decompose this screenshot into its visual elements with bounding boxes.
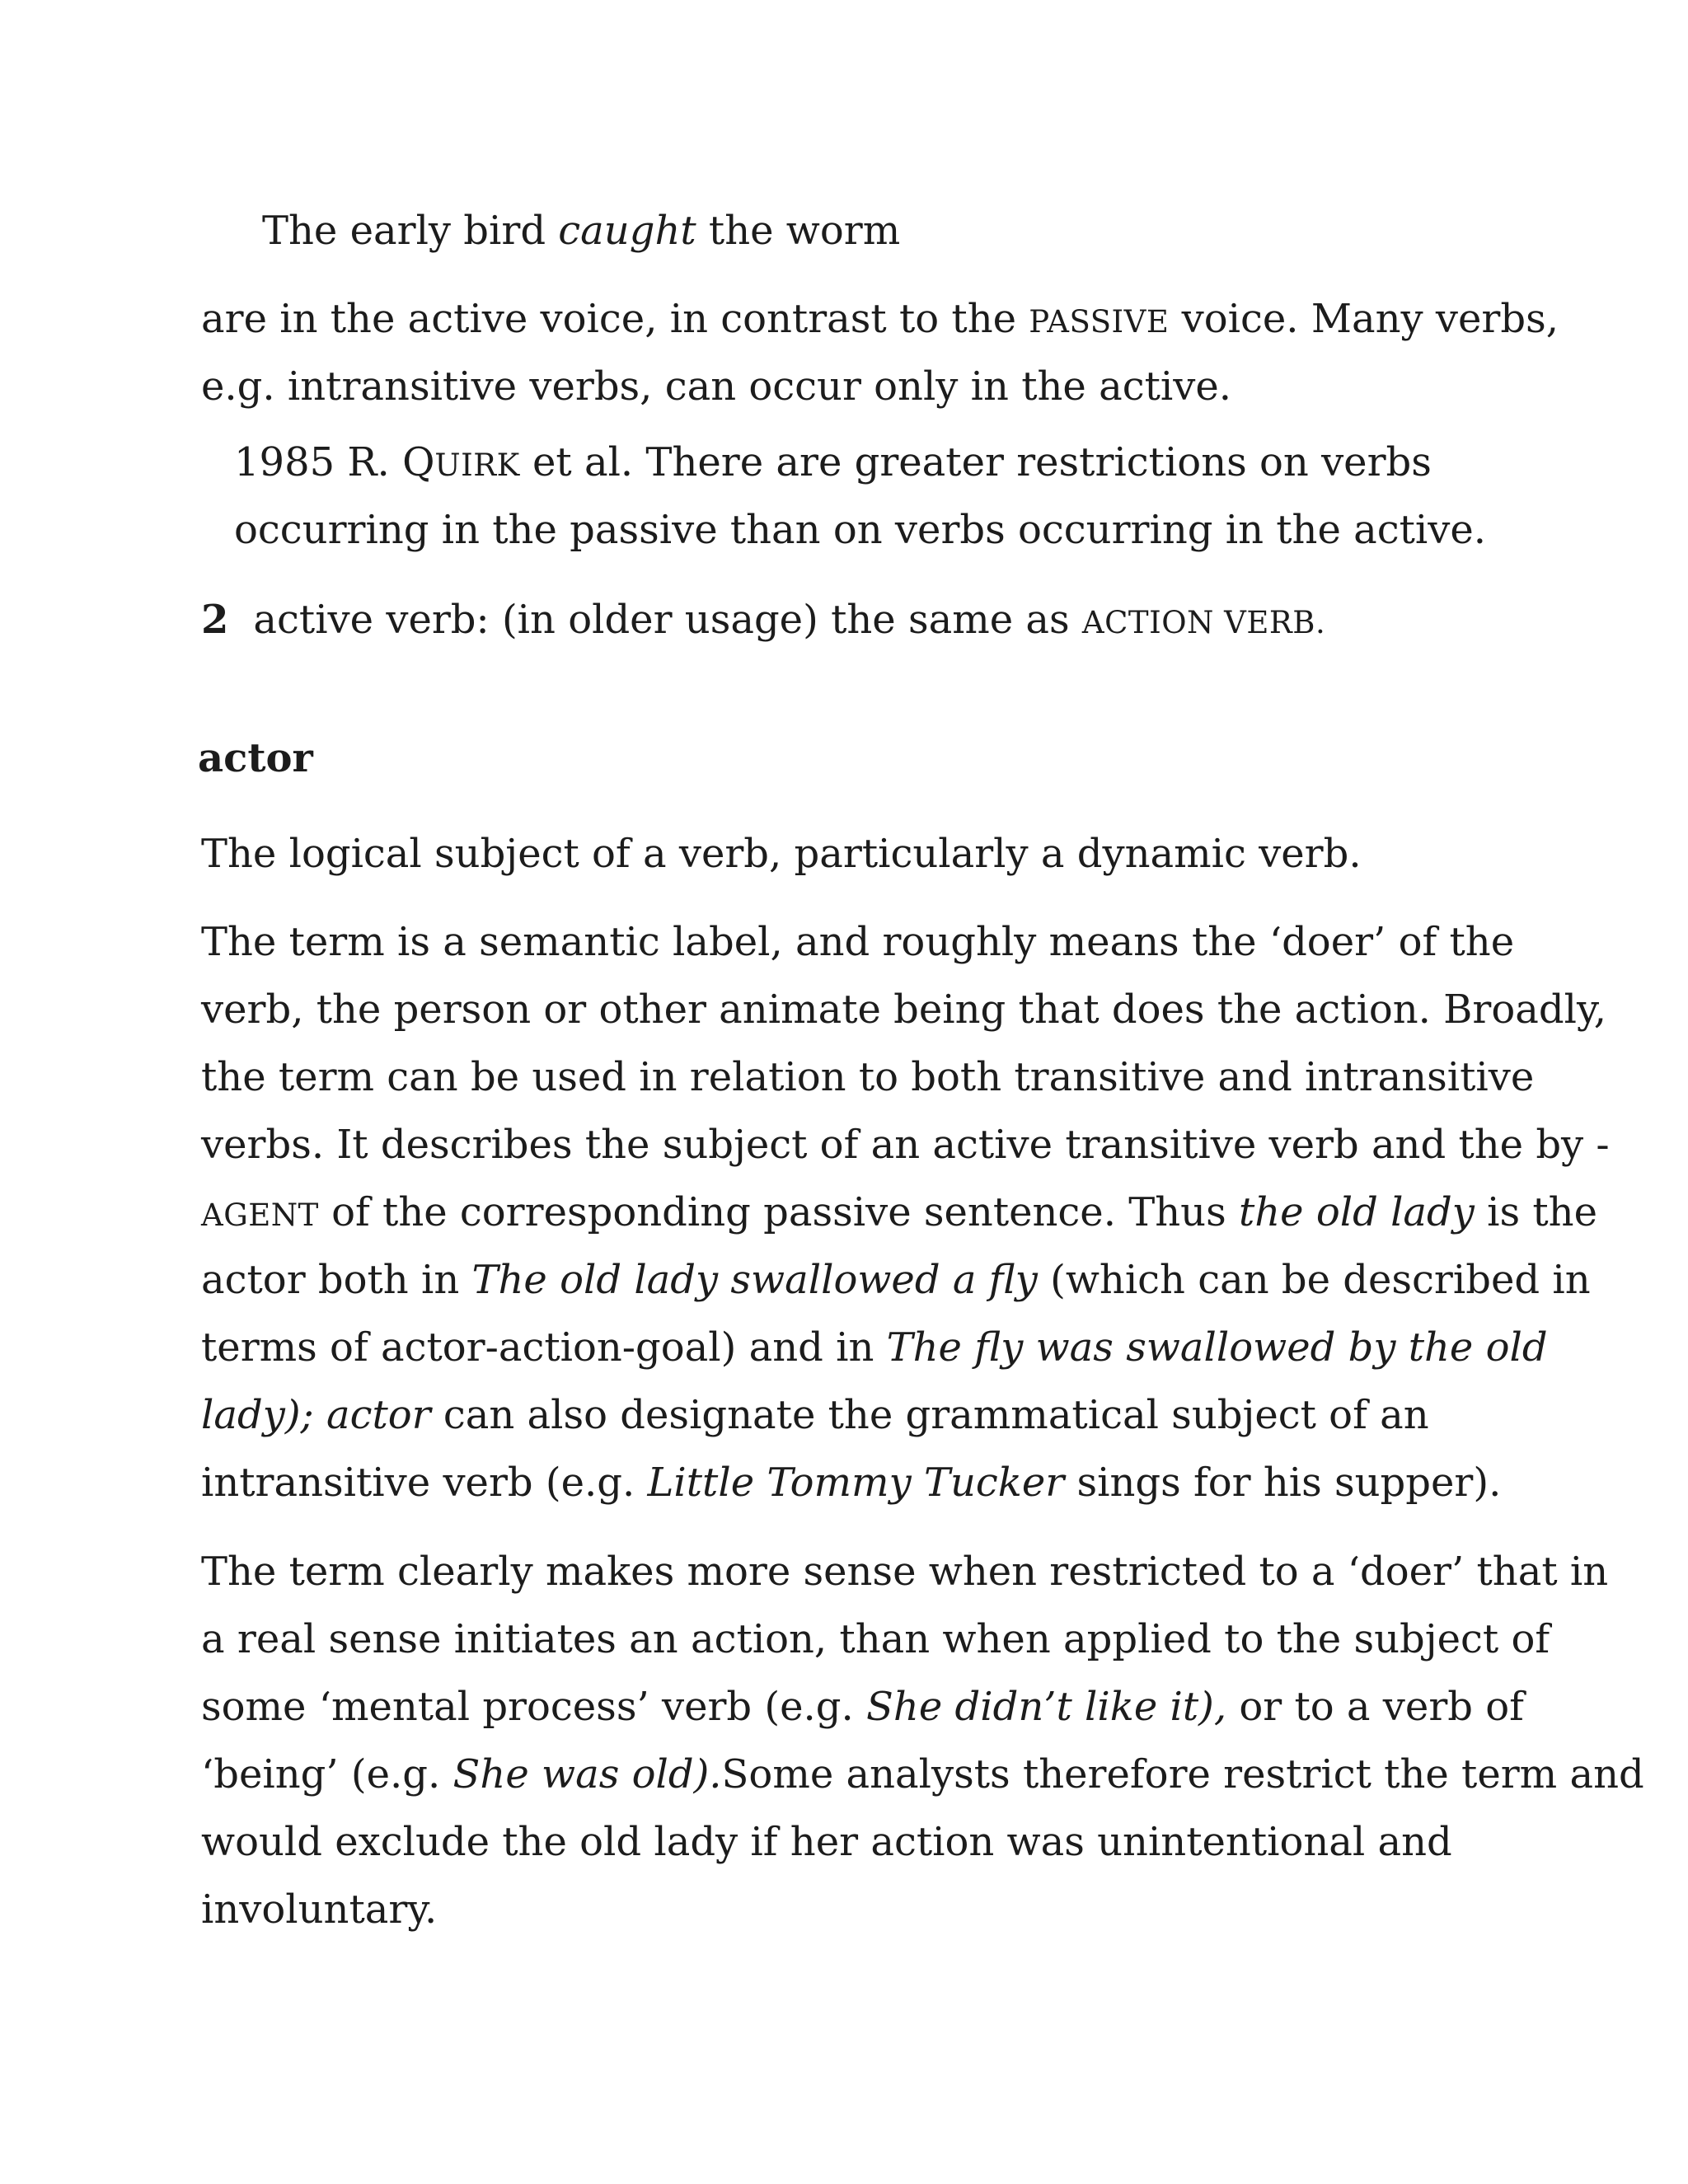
sense-number: 2 <box>201 597 229 643</box>
definition: The logical subject of a verb, particularly a dynamic verb. <box>201 831 1362 877</box>
text-run: sings for his supper). <box>1064 1460 1502 1506</box>
text-run: voice. Many verbs, <box>1169 296 1559 342</box>
cross-reference: AGENT <box>201 1197 319 1233</box>
italic-run: She was old). <box>452 1751 722 1797</box>
example-sentence <box>262 206 900 255</box>
italic-run: The fly was swallowed by the old <box>886 1324 1548 1371</box>
author-name: UIRK <box>434 448 520 483</box>
text-run: terms of actor-action-goal) and in <box>201 1324 887 1371</box>
citation-quote <box>234 438 1432 490</box>
italic-run: lady); actor <box>201 1392 431 1438</box>
headword: actor <box>198 735 313 781</box>
example-italic: caught <box>558 208 696 254</box>
paragraph-line <box>201 1323 1548 1372</box>
text-run: 1985 R. Q <box>234 439 435 485</box>
text-run: (which can be described in <box>1037 1257 1591 1303</box>
paragraph-line: verbs. It describes the subject of an active transitive verb and the by - <box>201 1122 1610 1168</box>
paragraph-line <box>201 1682 1524 1732</box>
sense2-line <box>201 595 1325 648</box>
cross-reference: ACTION VERB. <box>1081 605 1326 640</box>
text-run: are in the active voice, in contrast to the <box>201 296 1029 342</box>
example-text: The early bird <box>262 208 559 254</box>
paragraph-line <box>201 1750 1644 1799</box>
paragraph-line <box>201 1188 1597 1240</box>
text-run: can also designate the grammatical subject of an <box>430 1392 1429 1438</box>
paragraph-line: the term can be used in relation to both transitive and intransitive <box>201 1054 1535 1100</box>
italic-run: She didn’t like it), <box>866 1684 1227 1730</box>
text-run: Some analysts therefore restrict the term and <box>721 1751 1644 1797</box>
example-text: the worm <box>696 208 901 254</box>
text-run: ‘being’ (e.g. <box>201 1751 453 1797</box>
text-run: actor both in <box>201 1257 472 1303</box>
cross-reference: PASSIVE <box>1029 304 1170 340</box>
text-run: some ‘mental process’ verb (e.g. <box>201 1684 867 1730</box>
italic-run: Little Tommy Tucker <box>647 1460 1065 1506</box>
citation-quote: occurring in the passive than on verbs occurring in the active. <box>234 507 1487 553</box>
italic-run: The old lady swallowed a fly <box>471 1257 1038 1303</box>
paragraph-line: The term is a semantic label, and roughly means the ‘doer’ of the <box>201 919 1515 965</box>
sense1-line <box>201 294 1559 347</box>
paragraph-line <box>201 1458 1501 1507</box>
text-run: et al. There are greater restrictions on verbs <box>519 439 1432 485</box>
paragraph-line: verb, the person or other animate being that does the action. Broadly, <box>201 987 1606 1033</box>
paragraph-line <box>201 1255 1591 1305</box>
paragraph-line: The term clearly makes more sense when restricted to a ‘doer’ that in <box>201 1549 1609 1595</box>
italic-run: the old lady <box>1238 1189 1475 1235</box>
paragraph-line: involuntary. <box>201 1886 438 1933</box>
paragraph-line: a real sense initiates an action, than when applied to the subject of <box>201 1616 1550 1662</box>
text-run: or to a verb of <box>1226 1684 1524 1730</box>
paragraph-line: would exclude the old lady if her action was unintentional and <box>201 1819 1452 1865</box>
text-run: active verb: (in older usage) the same as <box>253 597 1082 643</box>
sense1-line: e.g. intransitive verbs, can occur only in the active. <box>201 363 1231 410</box>
text-run: intransitive verb (e.g. <box>201 1460 648 1506</box>
text-run: of the corresponding passive sentence. Thus <box>318 1189 1239 1235</box>
text-run: is the <box>1474 1189 1597 1235</box>
paragraph-line <box>201 1390 1429 1440</box>
